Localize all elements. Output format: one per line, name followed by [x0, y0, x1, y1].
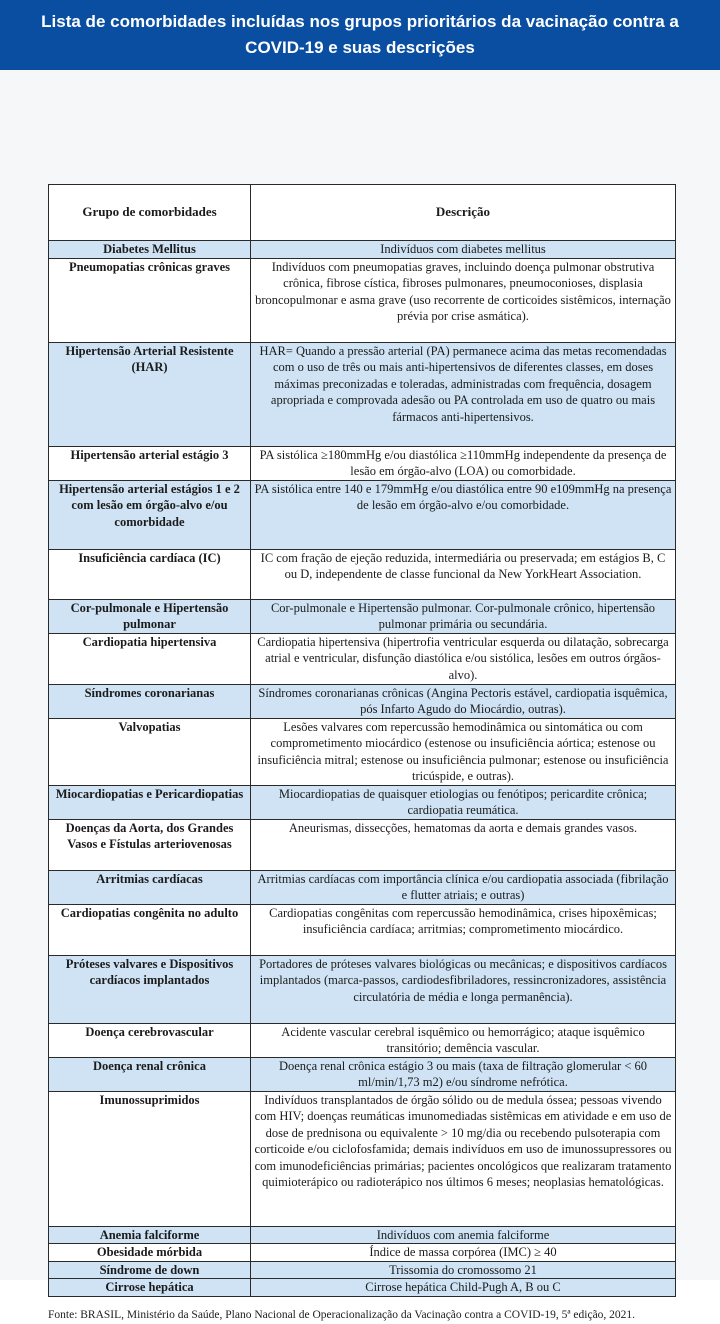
- column-header-group: Grupo de comorbidades: [49, 185, 251, 241]
- header-title-line-1: Lista de comorbidades incluídas nos grupos prioritários da vacinação contra a: [41, 12, 679, 31]
- table-row: [49, 904, 676, 955]
- comorbidity-description-cell: Trissomia do cromossomo 21: [251, 1261, 676, 1279]
- comorbidity-group-cell: Cardiopatia hipertensiva: [49, 633, 251, 684]
- comorbidity-description-cell: Cor-pulmonale e Hipertensão pulmonar. Cor-pulmonale crônico, hipertensão pulmonar primária ou secundária.: [251, 599, 676, 633]
- table-row: [49, 955, 676, 1023]
- comorbidity-description-cell: HAR= Quando a pressão arterial (PA) permanece acima das metas recomendadas com o uso de três ou mais anti-hipertensivos de diferentes classes, em doses máximas preconizadas e toleradas, administradas com frequência, dosagem apropriada e comprovada adesão ou PA controlada em uso de quatro ou mais fármacos anti-hipertensivos.: [251, 342, 676, 446]
- table-row: [49, 718, 676, 785]
- table-row: [49, 1261, 676, 1279]
- table-row: [49, 549, 676, 599]
- comorbidity-description-cell: Índice de massa corpórea (IMC) ≥ 40: [251, 1244, 676, 1262]
- comorbidity-group-cell: Cor-pulmonale e Hipertensão pulmonar: [49, 599, 251, 633]
- comorbidity-description-cell: Doença renal crônica estágio 3 ou mais (taxa de filtração glomerular < 60 ml/min/1,73 m2) e/ou síndrome nefrótica.: [251, 1057, 676, 1091]
- table-row: [49, 480, 676, 549]
- comorbidity-group-cell: Síndromes coronarianas: [49, 684, 251, 718]
- comorbidities-table: [48, 184, 676, 1297]
- comorbidity-group-cell: Doença renal crônica: [49, 1057, 251, 1091]
- comorbidity-description-cell: Cardiopatias congênitas com repercussão hemodinâmica, crises hipoxêmicas; insuficiência cardíaca; arritmias; comprometimento miocárdico.: [251, 904, 676, 955]
- table-row: [49, 785, 676, 819]
- comorbidity-group-cell: Imunossuprimidos: [49, 1091, 251, 1226]
- table-row: [49, 1023, 676, 1057]
- comorbidity-description-cell: Aneurismas, dissecções, hematomas da aorta e demais grandes vasos.: [251, 819, 676, 870]
- comorbidity-group-cell: Miocardiopatias e Pericardiopatias: [49, 785, 251, 819]
- comorbidity-group-cell: Cardiopatias congênita no adulto: [49, 904, 251, 955]
- comorbidity-group-cell: Próteses valvares e Dispositivos cardíacos implantados: [49, 955, 251, 1023]
- comorbidity-description-cell: Miocardiopatias de quaisquer etiologias ou fenótipos; pericardite crônica; cardiopatia reumática.: [251, 785, 676, 819]
- table-row: [49, 1057, 676, 1091]
- table-row: [49, 241, 676, 259]
- comorbidity-description-cell: Lesões valvares com repercussão hemodinâmica ou sintomática ou com comprometimento miocárdico (estenose ou insuficiência aórtica; estenose ou insuficiência mitral; estenose ou insuficiência pulmonar; estenose ou insuficiência tricúspide, e outras).: [251, 718, 676, 785]
- comorbidity-description-cell: Indivíduos com diabetes mellitus: [251, 241, 676, 259]
- comorbidity-group-cell: Obesidade mórbida: [49, 1244, 251, 1262]
- comorbidity-description-cell: Indivíduos com pneumopatias graves, incluindo doença pulmonar obstrutiva crônica, fibrose cística, fibroses pulmonares, pneumoconioses, displasia broncopulmonar e asma grave (uso recorrente de corticoides sistêmicos, internação prévia por crise asmática).: [251, 258, 676, 342]
- comorbidity-group-cell: Hipertensão arterial estágios 1 e 2 com lesão em órgão-alvo e/ou comorbidade: [49, 480, 251, 549]
- table-row: [49, 1226, 676, 1244]
- comorbidity-group-cell: Pneumopatias crônicas graves: [49, 258, 251, 342]
- comorbidity-description-cell: Indivíduos com anemia falciforme: [251, 1226, 676, 1244]
- table-row: [49, 599, 676, 633]
- comorbidity-group-cell: Arritmias cardíacas: [49, 870, 251, 904]
- table-row: [49, 258, 676, 342]
- comorbidity-description-cell: Cirrose hepática Child-Pugh A, B ou C: [251, 1279, 676, 1297]
- table-row: [49, 342, 676, 446]
- source-citation: Fonte: BRASIL, Ministério da Saúde, Plano Nacional de Operacionalização da Vacinação contra a COVID-19, 5ª edição, 2021.: [48, 1309, 636, 1321]
- comorbidity-description-cell: Arritmias cardíacas com importância clínica e/ou cardiopatia associada (fibrilação e flutter atriais; e outras): [251, 870, 676, 904]
- comorbidity-group-cell: Anemia falciforme: [49, 1226, 251, 1244]
- comorbidity-description-cell: IC com fração de ejeção reduzida, intermediária ou preservada; em estágios B, C ou D, independente de classe funcional da New YorkHeart Association.: [251, 549, 676, 599]
- table-row: [49, 1091, 676, 1226]
- comorbidity-group-cell: Doenças da Aorta, dos Grandes Vasos e Fístulas arteriovenosas: [49, 819, 251, 870]
- document-area: [0, 70, 720, 1321]
- comorbidity-group-cell: Valvopatias: [49, 718, 251, 785]
- table-row: [49, 1279, 676, 1297]
- table-row: [49, 446, 676, 480]
- page-header: [0, 0, 720, 70]
- comorbidity-description-cell: Síndromes coronarianas crônicas (Angina Pectoris estável, cardiopatia isquêmica, pós Infarto Agudo do Miocárdio, outras).: [251, 684, 676, 718]
- table-row: [49, 1244, 676, 1262]
- table-row: [49, 819, 676, 870]
- comorbidity-group-cell: Hipertensão arterial estágio 3: [49, 446, 251, 480]
- comorbidity-group-cell: Cirrose hepática: [49, 1279, 251, 1297]
- comorbidity-group-cell: Doença cerebrovascular: [49, 1023, 251, 1057]
- comorbidity-description-cell: PA sistólica entre 140 e 179mmHg e/ou diastólica entre 90 e109mmHg na presença de lesão em órgão-alvo e/ou comorbidade.: [251, 480, 676, 549]
- comorbidity-group-cell: Diabetes Mellitus: [49, 241, 251, 259]
- comorbidity-description-cell: Acidente vascular cerebral isquêmico ou hemorrágico; ataque isquêmico transitório; demência vascular.: [251, 1023, 676, 1057]
- comorbidity-group-cell: Hipertensão Arterial Resistente (HAR): [49, 342, 251, 446]
- table-body: [49, 241, 676, 1297]
- comorbidity-group-cell: Insuficiência cardíaca (IC): [49, 549, 251, 599]
- table-row: [49, 684, 676, 718]
- comorbidity-description-cell: Portadores de próteses valvares biológicas ou mecânicas; e dispositivos cardíacos implantados (marca-passos, cardiodesfibriladores, ressincronizadores, assistência circulatória de média e longa permanência).: [251, 955, 676, 1023]
- comorbidity-description-cell: Indivíduos transplantados de órgão sólido ou de medula óssea; pessoas vivendo com HIV; doenças reumáticas imunomediadas sistêmicas em atividade e em uso de dose de prednisona ou equivalente > 10 mg/dia ou recebendo pulsoterapia com corticoide e/ou ciclofosfamida; demais indivíduos em uso de imunossupressores ou com imunodeficiências primárias; pacientes oncológicos que realizaram tratamento quimioterápico ou radioterápico nos últimos 6 meses; neoplasias hematológicas.: [251, 1091, 676, 1226]
- comorbidity-description-cell: PA sistólica ≥180mmHg e/ou diastólica ≥110mmHg independente da presença de lesão em órgão-alvo (LOA) ou comorbidade.: [251, 446, 676, 480]
- comorbidity-description-cell: Cardiopatia hipertensiva (hipertrofia ventricular esquerda ou dilatação, sobrecarga atrial e ventricular, disfunção diastólica e/ou sistólica, lesões em outros órgãos-alvo).: [251, 633, 676, 684]
- header-title-line-2: COVID-19 e suas descrições: [245, 38, 475, 57]
- comorbidity-group-cell: Síndrome de down: [49, 1261, 251, 1279]
- column-header-description: Descrição: [251, 185, 676, 241]
- table-row: [49, 633, 676, 684]
- table-row: [49, 870, 676, 904]
